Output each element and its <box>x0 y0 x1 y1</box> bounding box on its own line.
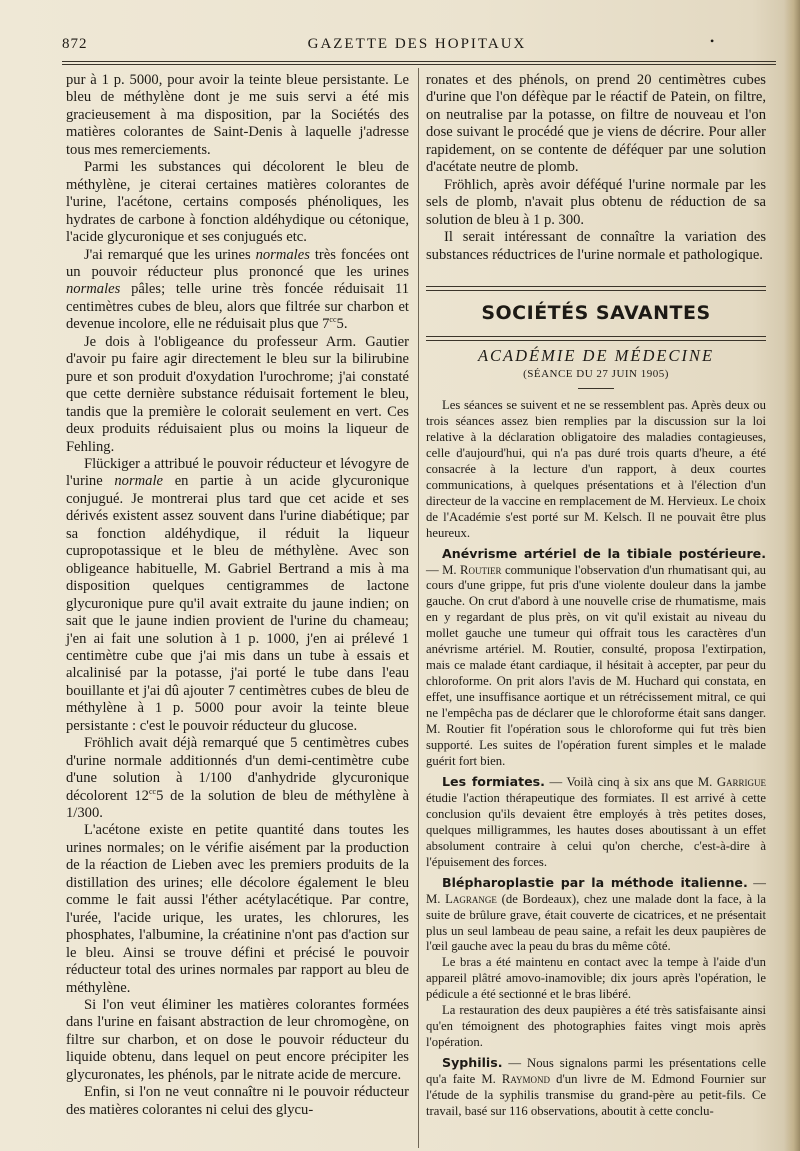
paragraph: Si l'on veut éliminer les matières colorantes formées dans l'urine en faisant abstraction de leur chromogène, on filtre sur charbon, et on dose le pouvoir réducteur du liquide obtenu, dans lequel on peut encore précipiter les glycuronates, les phénols, par le nitrate acide de mercure. <box>66 997 409 1083</box>
page-header <box>62 36 772 58</box>
paragraph: La restauration des deux paupières a été très satisfaisante ainsi qu'en témoignent des photographies faites vingt mois après l'opération. <box>426 1003 766 1050</box>
section-title: SOCIÉTÉS SAVANTES <box>481 302 711 324</box>
page-number: 872 <box>62 36 88 52</box>
paragraph: Enfin, si l'on ne veut connaître ni le pouvoir réducteur des matières colorantes ni celui des glycu- <box>66 1084 409 1118</box>
paragraph: Les séances se suivent et ne se ressemblent pas. Après deux ou trois séances assez bien remplies par la discussion sur la loi relative à la déclaration obligatoire des maladies contagieuses, celle d'aujourd'hui, qui n'a pas duré trois quarts d'heure, a été consacrée à la lecture d'un rapport, à deux courtes communications, à quelques présentations et à l'élection d'un directeur de la vaccine en remplacement de M. Hervieux. Le choix de l'Académie s'est porté sur M. Kelsch. Il ne pouvait être plus heureux. <box>426 398 766 540</box>
paragraph: ronates et des phénols, on prend 20 centimètres cubes d'urine que l'on défèque par le réactif de Patein, on filtre, on neutralise par la potasse, on filtre de nouveau et l'on dose suivant le procédé que je viens de décrire. Pour aller rapidement, on se contente de déféquer par une solution d'acétate neutre de plomb. <box>426 72 766 176</box>
journal-title: GAZETTE DES HOPITAUX <box>307 36 527 52</box>
article-blepharoplastie: Blépharoplastie par la méthode italienne. — M. Lagrange (de Bordeaux), chez une malade dont la face, à la suite de brûlure grave, était couverte de cicatrices, et ne présentait plus un seul lambeau de peau saine, a refait les deux paupières de l'œil gauche avec la peau du bras du même côté. <box>426 874 766 954</box>
header-rule-2 <box>62 64 776 65</box>
page-edge-shadow <box>784 0 800 1151</box>
paragraph: Il serait intéressant de connaître la variation des substances réductrices de l'urine normale et pathologique. <box>426 229 766 263</box>
paragraph: J'ai remarqué que les urines normales très foncées ont un pouvoir réducteur plus prononcé que les urines normales pâles; telle urine très foncée réduisait 11 centimètres cubes de bleu, alors que filtrée sur charbon et devenue incolore, elle ne réduisait plus que $7^{cc}5$. <box>66 246 409 333</box>
right-column-top <box>426 72 766 264</box>
article-syphilis: Syphilis. — Nous signalons parmi les présentations celle qu'a faite M. Raymond d'un livre de M. Edmond Fournier sur l'étude de la syphilis transmise du grand-père au petit-fils. Ce travail, basé sur 116 observations, aboutit à cette conclu- <box>426 1055 766 1118</box>
paragraph: Parmi les substances qui décolorent le bleu de méthylène, je citerai certaines matières colorantes de l'urine, l'acétone, certains composés phénoliques, les hydrates de carbone à fonction aldéhydique ou cétonique, l'acide glycuronique et ses conjugués etc. <box>66 159 409 246</box>
paragraph: Le bras a été maintenu en contact avec la tempe à l'aide d'un appareil plâtré amovo-inamovible; dix jours après l'opération, le pédicule a été sectionné et le bras libéré. <box>426 955 766 1002</box>
short-rule <box>578 388 614 389</box>
section-rule-bottom <box>426 336 766 341</box>
column-divider <box>418 68 419 1148</box>
paragraph: Flückiger a attribué le pouvoir réducteur et lévogyre de l'urine normale en partie à un acide glycuronique conjugué. Je montrerai plus tard que cet acide et ses dérivés existent assez souvent dans l'urine diabétique; par sa fonction aldéhydique, il réduit la liqueur cupropotassique et le bleu de méthylène. Avec son obligeance habituelle, M. Gabriel Bertrand a mis à ma disposition quelques centigrammes de lactone glycuronique pure qu'il avait extraite du jaune indien; on sait que le jaune indien provient de l'urine du chameau; j'en ai fait une solution à 1 p. 1000, j'en ai prélevé 1 centimètre cube que j'ai mis dans un tube à essais et alcalinisé par la potasse, j'ai porté le tube dans l'eau bouillante et j'ai dû ajouter 7 centimètres cubes de bleu de méthylène à 1 p. 5000 pour avoir la teinte bleue persistante : c'est le pouvoir réducteur du glucose. <box>66 455 409 734</box>
header-rule <box>62 61 776 62</box>
paragraph: Fröhlich, après avoir déféqué l'urine normale par les sels de plomb, n'avait plus obtenu de réduction de sa solution de bleu à 1 p. 300. <box>426 176 766 228</box>
right-column-body <box>426 398 766 1120</box>
paragraph: Fröhlich avait déjà remarqué que 5 centimètres cubes d'urine normale additionnés d'un demi-centimètre cube d'une solution à 1/100 d'anhydride glycuronique décolorent $12^{cc}5$ de la solution de bleu de méthylène à 1/300. <box>66 735 409 822</box>
article-formiates: Les formiates. — Voilà cinq à six ans que M. Garrigue étudie l'action thérapeutique des formiates. Il est arrivé à cette conclusion qu'ils devaient être employés à très petites doses, quelques milligrammes, les hautes doses aboutissant à un effet absolument contraire à celui qu'on cherche, c'est-à-dire à l'épuisement des forces. <box>426 773 766 869</box>
header-mark: • <box>710 34 716 48</box>
paragraph: pur à 1 p. 5000, pour avoir la teinte bleue persistante. Le bleu de méthylène dont je me suis servi a été mis gracieusement à ma disposition, par la Sociétés des matières colorantes de Saint-Denis à laquelle j'adresse tous mes remerciements. <box>66 72 409 158</box>
section-rule-top <box>426 286 766 291</box>
session-date: (SÉANCE DU 27 JUIN 1905) <box>523 368 669 380</box>
left-column <box>66 72 409 1119</box>
paragraph: Je dois à l'obligeance du professeur Arm. Gautier d'avoir pu faire agir directement le bleu sur la bilirubine pure et son produit d'oxydation l'urochrome; j'ai constaté que cette dernière substance réduisait fortement le bleu, tandis que la première le colorait seulement en vert. Ces deux produits réduisaient plus ou moins la liqueur de Fehling. <box>66 333 409 455</box>
paragraph: L'acétone existe en petite quantité dans toutes les urines normales; on le vérifie aisément par la production de la réaction de Lieben avec les premiers produits de la distillation des urines; elle décolore également le bleu comme le fait aussi l'éther acétylacétique. Par contre, l'urée, l'acide urique, les urates, les chlorures, les phosphates, l'albumine, la créatinine n'ont pas d'action sur le bleu. Ainsi se trouve défini et précisé le pouvoir réducteur total des urines normales par rapport au bleu de méthylène. <box>66 822 409 996</box>
academy-heading: ACADÉMIE DE MÉDECINE <box>477 346 715 365</box>
article-anevrisme: Anévrisme artériel de la tibiale postérieure. — M. Routier communique l'observation d'un rhumatisant qui, au cours d'une grippe, fut pris d'une violente douleur dans la jambe gauche. On crut d'abord à une nouvelle crise de rhumatisme, mais en y regardant de plus près, on vit qu'il existait au niveau du mollet gauche une tumeur qui offrait tous les caractères d'un anévrisme artériel. M. Routier, consulté, proposa l'extirpation, mais ce malade étant cardiaque, il hésitait à accepter, par peur du chloroforme. On prit alors l'avis de M. Huchard qui constata, en effet, une insuffisance aortique et un rétrécissement mitral, ce qui ne l'empêcha pas de déclarer que le chloroforme était sans danger. M. Routier fit l'opération sous le chloroforme qui fut très bien supporté. Les suites de l'opération furent simples et le malade guérit fort bien. <box>426 545 766 768</box>
